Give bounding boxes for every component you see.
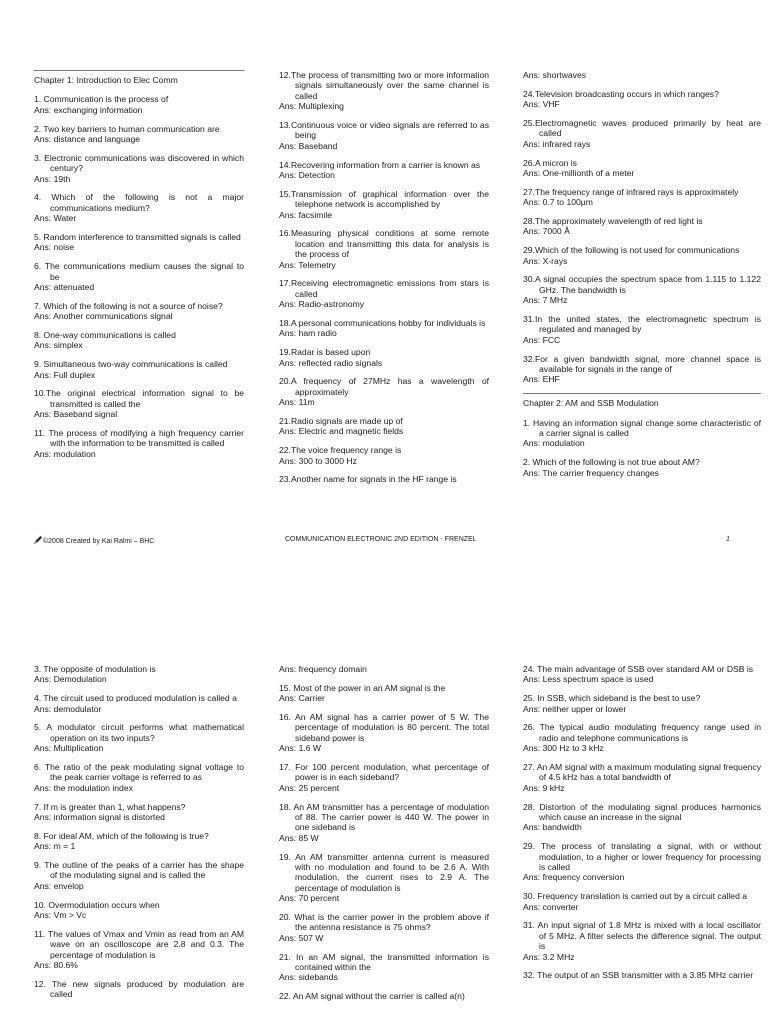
- question-text: 28. Distortion of the modulating signal produces harmonics which cause an increase in the signal: [523, 801, 761, 823]
- question-text: 3. Electronic communications was discovered in which century?: [34, 152, 244, 174]
- question-text: 25.Electromagnetic waves produced primarily by heat are called: [523, 118, 761, 139]
- question-text: 9. The outline of the peaks of a carrier has the shape of the modulating signal and is called the: [34, 860, 244, 881]
- answer-text: Ans: facsimile: [279, 209, 333, 220]
- question-text: 21. In an AM signal, the transmitted information is contained within the: [279, 951, 489, 973]
- question-text: 28.The approximately wavelength of red light is: [523, 216, 703, 227]
- answer-text: Ans: Another communications signal: [34, 311, 173, 322]
- question-text: 32.For a given bandwidth signal, more channel space is available for signals in the range of: [523, 353, 761, 375]
- question-text: 5. A modulator circuit performs what mathematical operation on its two inputs?: [34, 722, 244, 743]
- question-item: [34, 359, 244, 380]
- question-item: [279, 120, 489, 151]
- answer-text: Ans: envelop: [34, 880, 84, 891]
- question-item: [279, 70, 489, 112]
- question-text: 32. The output of an SSB transmitter with a 3.85 MHz carrier: [523, 970, 754, 981]
- question-text: 2. Which of the following is not true about AM?: [523, 457, 700, 468]
- question-item: [523, 841, 761, 883]
- question-text: 16. An AM signal has a carrier power of 5 W. The percentage of modulation is 80 percent. The total sideband power is: [279, 712, 489, 743]
- page2-column-3: [523, 664, 761, 989]
- question-text: 24.Television broadcasting occurs in which ranges?: [523, 88, 719, 99]
- page2-column-1: [34, 664, 244, 1008]
- question-text: 10. Overmodulation occurs when: [34, 899, 160, 910]
- question-item: [523, 920, 761, 962]
- page-2: [0, 664, 768, 1024]
- question-text: 16.Measuring physical conditions at some remote location and transmitting this data for analysis is the process of: [279, 228, 489, 260]
- question-text: 17.Receiving electromagnetic emissions from stars is called: [279, 278, 489, 299]
- question-text: 6. The ratio of the peak modulating signal voltage to the peak carrier voltage is referred to as: [34, 762, 244, 783]
- question-item: [279, 683, 489, 704]
- page-number: 1: [726, 536, 730, 543]
- answer-text: Ans: Baseband signal: [34, 409, 118, 420]
- question-text: 7. Which of the following is not a source of noise?: [34, 300, 223, 311]
- question-item: [34, 301, 244, 322]
- question-item: [34, 388, 244, 419]
- question-text: 26. The typical audio modulating frequency range used in radio and telephone communications is: [523, 722, 761, 743]
- answer-text: Ans: Demodulation: [34, 674, 107, 685]
- answer-text: Ans: frequency conversion: [523, 872, 625, 883]
- answer-text: Ans: 7 MHz: [523, 295, 568, 306]
- question-item: [523, 158, 761, 179]
- answer-text: Ans: Electric and magnetic fields: [279, 426, 404, 437]
- question-text: 31. An input signal of 1.8 MHz is mixed with a local oscillator of 5 MHz. A filter selects the difference signal. The output is: [523, 920, 761, 952]
- answer-text: Ans: Radio-astronomy: [279, 299, 365, 310]
- question-item: [34, 261, 244, 292]
- question-text: 12.The process of transmitting two or more information signals simultaneously over the same channel is called: [279, 70, 489, 101]
- page1-column-3: [523, 70, 761, 486]
- answer-text: Ans: bandwidth: [523, 822, 582, 833]
- question-text: 8. For ideal AM, which of the following is true?: [34, 830, 209, 841]
- question-text: 1. Communication is the process of: [34, 94, 169, 105]
- answer-text: Ans: Multiplexing: [279, 101, 344, 112]
- answer-text: Ans: Telemetry: [279, 259, 336, 270]
- question-item: [34, 330, 244, 351]
- question-item: [34, 860, 244, 891]
- question-item: [279, 802, 489, 844]
- answer-text: Ans: One-millionth of a meter: [523, 168, 635, 179]
- question-text: 15. Most of the power in an AM signal is the: [279, 682, 446, 693]
- question-item: [34, 900, 244, 921]
- answer-text: Ans: 3.2 MHz: [523, 951, 575, 962]
- answer-text: Ans: 80.6%: [34, 960, 78, 971]
- answer-text: Ans: Baseband: [279, 140, 338, 151]
- answer-text: Ans: neither upper or lower: [523, 703, 627, 714]
- question-item: [523, 89, 761, 110]
- question-text: 3. The opposite of modulation is: [34, 664, 156, 674]
- question-item: [34, 428, 244, 459]
- question-text: 21.Radio signals are made up of: [279, 416, 403, 427]
- question-text: 14.Recovering information from a carrier is known as: [279, 159, 481, 170]
- question-item: [279, 189, 489, 220]
- answer-text: Ans: X-rays: [523, 255, 568, 266]
- answer-text: Ans: The carrier frequency changes: [523, 467, 659, 478]
- question-item: [34, 929, 244, 971]
- page2-column-2: [279, 664, 489, 1010]
- question-item: [34, 693, 244, 714]
- page-1: [0, 70, 768, 550]
- answer-text: Ans: Multiplication: [34, 743, 104, 754]
- answer-text: Ans: 507 W: [279, 932, 324, 943]
- answer-text: Ans: Detection: [279, 170, 335, 181]
- question-item: [34, 664, 244, 685]
- question-text: 30. Frequency translation is carried out by a circuit called a: [523, 891, 748, 902]
- question-item: [279, 991, 489, 1001]
- question-item: [34, 94, 244, 115]
- chapter-heading: Chapter 2: AM and SSB Modulation: [523, 393, 761, 408]
- answer-text: Ans: 300 to 3000 Hz: [279, 455, 357, 466]
- question-text: 22. An AM signal without the carrier is called a(n): [279, 991, 465, 1002]
- question-item: [279, 228, 489, 270]
- answer-text: Ans: modulation: [523, 438, 585, 449]
- question-item: [34, 831, 244, 852]
- question-text: 27. An AM signal with a maximum modulating signal frequency of 4.5 kHz has a total bandwidth of: [523, 762, 761, 783]
- question-item: [523, 457, 761, 478]
- question-text: 25. In SSB, which sideband is the best to use?: [523, 693, 701, 704]
- page1-column-1: [34, 70, 244, 468]
- page1-column-2: [279, 70, 489, 493]
- question-item: [523, 274, 761, 305]
- question-item: [279, 160, 489, 181]
- question-text: 18. An AM transmitter has a percentage of modulation of 88. The carrier power is 440 W. The power in one sideband is: [279, 801, 489, 833]
- question-item: [279, 852, 489, 904]
- question-text: 19. An AM transmitter antenna current is measured with no modulation and found to be 2.6 A. With modulation, the current rises to 2.9 A. The percentage of modulation is: [279, 851, 489, 893]
- answer-text: Ans: simplex: [34, 340, 83, 351]
- question-text: 13.Continuous voice or video signals are referred to as being: [279, 120, 489, 141]
- question-item: [523, 118, 761, 149]
- answer-text: Ans: noise: [34, 242, 75, 253]
- answer-text: Ans: 11m: [279, 397, 315, 408]
- question-item: [523, 354, 761, 385]
- question-text: 9. Simultaneous two-way communications is called: [34, 359, 228, 370]
- answer-text: Ans: FCC: [523, 334, 561, 345]
- answer-text: Ans: VHF: [523, 99, 560, 110]
- question-text: 20. What is the carrier power in the problem above if the antenna resistance is 75 ohms?: [279, 912, 489, 933]
- question-item: [34, 232, 244, 253]
- question-item: [279, 416, 489, 437]
- question-text: 4. The circuit used to produced modulation is called a: [34, 693, 237, 704]
- question-text: 11. The process of modifying a high frequency carrier with the information to be transmitted is called: [34, 428, 244, 449]
- question-item: [523, 418, 761, 449]
- answer-text: Ans: Carrier: [279, 693, 325, 704]
- question-text: 27.The frequency range of infrared rays is approximately: [523, 186, 739, 197]
- answer-text: Ans: attenuated: [34, 282, 95, 293]
- question-text: 15.Transmission of graphical information over the telephone network is accomplished by: [279, 188, 489, 210]
- question-item: [523, 664, 761, 685]
- question-text: 19.Radar is based upon: [279, 347, 371, 358]
- footer-credit: [34, 536, 154, 545]
- question-item: [279, 347, 489, 368]
- question-item: [34, 124, 244, 145]
- answer-text: Ans: EHF: [523, 374, 560, 385]
- question-text: 26.A micron is: [523, 157, 577, 168]
- answer-text: Ans: demodulator: [34, 703, 102, 714]
- answer-text: Ans: the modulation index: [34, 782, 133, 793]
- question-text: 31.In the united states, the electromagnetic spectrum is regulated and managed by: [523, 314, 761, 335]
- question-item: [523, 245, 761, 266]
- question-item: [523, 693, 761, 714]
- answer-text: Ans: 9 kHz: [523, 782, 565, 793]
- answer-text: Ans: converter: [523, 901, 579, 912]
- question-item: [279, 952, 489, 983]
- question-text: 20.A frequency of 27MHz has a wavelength of approximately: [279, 376, 489, 397]
- answer-text: Ans: Full duplex: [34, 369, 96, 380]
- pencil-icon: [34, 536, 42, 544]
- footer-credit-text: ©2008 Created by Kai Ralmi – BHC: [43, 538, 155, 545]
- question-item: [34, 153, 244, 184]
- answer-text: Ans: 1.6 W: [279, 743, 322, 754]
- question-item: [279, 712, 489, 754]
- question-text: 2. Two key barriers to human communication are: [34, 123, 220, 134]
- question-text: 12. The new signals produced by modulation are called: [34, 978, 244, 1000]
- question-text: 23.Another name for signals in the HF range is: [279, 474, 457, 485]
- question-item: [34, 722, 244, 753]
- question-item: [279, 474, 489, 484]
- answer-text: Ans: sidebands: [279, 972, 338, 983]
- answer-text: Ans: distance and language: [34, 134, 141, 145]
- question-item: [523, 70, 761, 80]
- answer-text: Ans: 19th: [34, 173, 71, 184]
- question-item: [34, 802, 244, 823]
- question-item: [34, 979, 244, 1000]
- answer-text: Ans: 70 percent: [279, 893, 340, 904]
- question-text: 30.A signal occupies the spectrum space from 1.115 to 1.122 GHz. The bandwidth is: [523, 274, 761, 295]
- question-text: 5. Random interference to transmitted signals is called: [34, 232, 241, 243]
- footer-book-title: [285, 536, 477, 543]
- question-item: [279, 912, 489, 943]
- question-text: 1. Having an information signal change some characteristic of a carrier signal is called: [523, 417, 761, 439]
- question-item: [279, 318, 489, 339]
- question-text: 29. The process of translating a signal, with or without modulation, to a higher or lower frequency for processing is called: [523, 841, 761, 873]
- answer-text: Ans: 0.7 to 100μm: [523, 197, 593, 208]
- question-text: 6. The communications medium causes the signal to be: [34, 261, 244, 282]
- answer-text: Ans: infrared rays: [523, 138, 591, 149]
- answer-text: Ans: information signal is distorted: [34, 812, 165, 823]
- question-item: [279, 664, 489, 674]
- question-item: [279, 376, 489, 407]
- question-text: 11. The values of Vmax and Vmin as read from an AM wave on an oscilloscope are 2.8 and 0.3. The percentage of modulation is: [34, 928, 244, 960]
- question-text: 18.A personal communications hobby for individuals is: [279, 318, 486, 329]
- answer-text: Ans: Less spectrum space is used: [523, 674, 654, 685]
- question-item: [523, 970, 761, 980]
- answer-text: Ans: 7000 Å: [523, 226, 570, 237]
- question-item: [523, 802, 761, 833]
- answer-text: Ans: reflected radio signals: [279, 357, 383, 368]
- question-item: [523, 187, 761, 208]
- answer-text: Ans: m = 1: [34, 841, 76, 852]
- answer-text: Ans: Water: [34, 213, 77, 224]
- question-item: [34, 192, 244, 223]
- question-item: [523, 314, 761, 345]
- footer-book-title-text: COMMUNICATION ELECTRONIC 2ND EDITION - FRENZEL: [285, 536, 477, 543]
- answer-text: Ans: Vm > Vc: [34, 910, 87, 921]
- question-item: [523, 722, 761, 753]
- answer-text: Ans: 85 W: [279, 832, 319, 843]
- chapter-heading: Chapter 1: Introduction to Elec Comm: [34, 70, 244, 85]
- answer-text: Ans: frequency domain: [279, 664, 367, 674]
- question-item: [279, 445, 489, 466]
- answer-text: Ans: shortwaves: [523, 70, 587, 80]
- answer-text: Ans: 300 Hz to 3 kHz: [523, 743, 604, 754]
- question-text: 24. The main advantage of SSB over standard AM or DSB is: [523, 664, 754, 674]
- question-item: [523, 891, 761, 912]
- answer-text: Ans: exchanging information: [34, 104, 143, 115]
- question-item: [523, 216, 761, 237]
- question-text: 10.The original electrical information signal to be transmitted is called the: [34, 388, 244, 409]
- question-text: 22.The voice frequency range is: [279, 445, 402, 456]
- answer-text: Ans: modulation: [34, 448, 96, 459]
- answer-text: Ans: ham radio: [279, 328, 337, 339]
- question-text: 8. One-way communications is called: [34, 330, 176, 341]
- question-item: [279, 762, 489, 793]
- question-text: 4. Which of the following is not a major communications medium?: [34, 192, 244, 213]
- question-text: 7. If m is greater than 1, what happens?: [34, 801, 186, 812]
- question-text: 29.Which of the following is not used for communications: [523, 245, 740, 256]
- question-text: 17. For 100 percent modulation, what percentage of power is in each sideband?: [279, 762, 489, 783]
- question-item: [523, 762, 761, 793]
- question-item: [279, 278, 489, 309]
- answer-text: Ans: 25 percent: [279, 782, 340, 793]
- question-item: [34, 762, 244, 793]
